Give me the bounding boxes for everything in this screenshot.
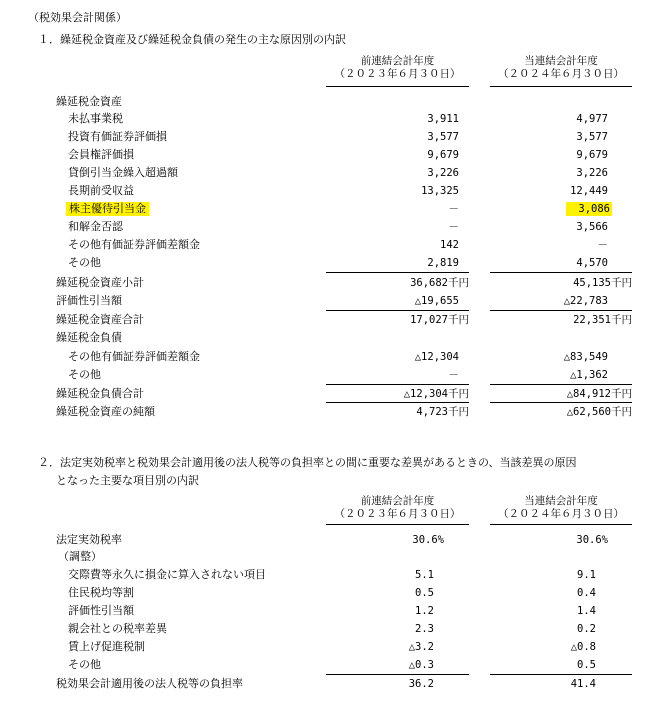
s2-total-rule-prev — [326, 674, 469, 675]
s2-row-label: 評価性引当額 — [68, 604, 134, 617]
s2-prev-header — [326, 495, 469, 521]
s1-row-prev-value: 9,679 — [427, 149, 459, 161]
s1-row-prev-value: － — [448, 369, 459, 381]
s1-row-prev-value: △19,655 — [414, 295, 459, 307]
s1-row-label: 繰延税金資産小計 — [56, 276, 144, 289]
s1-row-label: 評価性引当額 — [56, 294, 122, 307]
s1-row-prev-value: 142 — [440, 239, 459, 251]
s1-row-label: その他 — [68, 368, 101, 381]
s1-row-curr-value: 4,570 — [576, 257, 608, 269]
s2-row-prev-value: △0.3 — [408, 659, 434, 671]
s2-row-label: 住民税均等割 — [68, 586, 134, 599]
s1-row-label: 貸倒引当金繰入超過額 — [68, 166, 178, 179]
s1-total-rule-prev — [326, 310, 469, 311]
s1-row-curr-value: － — [597, 239, 608, 251]
s1-prev-header-line2: （２０２３年６月３０日） — [334, 68, 461, 80]
s2-curr-header-rule — [490, 524, 632, 525]
s1-row-label: 未払事業税 — [68, 112, 123, 125]
s1-row-label: その他有価証券評価差額金 — [68, 238, 200, 251]
s2-row-prev-value: 30.6% — [412, 534, 444, 546]
s1-row-curr-value: 3,226 — [576, 167, 608, 179]
s1-curr-header — [490, 55, 632, 81]
s2-row-curr-value: 41.4 — [570, 678, 596, 690]
s1-total-rule-curr — [490, 310, 632, 311]
s2-row-curr-value: 0.2 — [577, 623, 596, 635]
s2-row-prev-value: 2.3 — [415, 623, 434, 635]
s1-row-label-highlighted: 株主優待引当金 — [66, 202, 149, 216]
s1-prev-header — [326, 55, 469, 81]
s1-row-prev-value: 3,911 — [427, 113, 459, 125]
s1-row-label: 繰延税金資産の純額 — [56, 405, 155, 418]
s1-row-prev-value: 3,577 — [427, 131, 459, 143]
s1-net-rule-curr — [490, 402, 632, 403]
s1-row-curr-value: 22,351千円 — [573, 314, 632, 326]
s1-row-label: 和解金否認 — [68, 220, 123, 233]
s1-subtotal-rule-curr — [490, 272, 632, 273]
s1-row-prev-value: △12,304 — [414, 351, 459, 363]
s2-row-label: 法定実効税率 — [56, 533, 122, 546]
s1-row-label: 繰延税金資産 — [56, 95, 122, 108]
s2-curr-header-line2: （２０２４年６月３０日） — [498, 508, 624, 520]
s1-row-curr-value: △83,549 — [563, 351, 608, 363]
s1-row-label: 繰延税金負債合計 — [56, 387, 144, 400]
s2-row-label: 税効果会計適用後の法人税等の負担率 — [56, 677, 243, 690]
s2-row-curr-value: 30.6% — [576, 534, 608, 546]
s2-row-prev-value: 5.1 — [415, 569, 434, 581]
s1-liab-total-rule-prev — [326, 384, 469, 385]
s2-row-label: 賃上げ促進税制 — [68, 640, 145, 653]
s2-prev-header-rule — [326, 524, 469, 525]
s1-row-prev-value: 4,723千円 — [416, 406, 469, 418]
s2-row-curr-value: △0.8 — [570, 641, 596, 653]
s2-prev-header-line1: 前連結会計年度 — [360, 495, 435, 507]
s1-curr-header-line1: 当連結会計年度 — [524, 55, 598, 67]
s1-row-prev-value: 13,325 — [421, 185, 459, 197]
s1-prev-header-line1: 前連結会計年度 — [360, 55, 435, 67]
s2-prev-header-line2: （２０２３年６月３０日） — [334, 508, 461, 520]
s2-row-curr-value: 9.1 — [577, 569, 596, 581]
s1-row-label: 会員権評価損 — [68, 148, 134, 161]
s1-row-prev-value: 3,226 — [427, 167, 459, 179]
section1-title: １．繰延税金資産及び繰延税金負債の発生の主な原因別の内訳 — [38, 33, 346, 46]
s1-row-prev-value: 2,819 — [427, 257, 459, 269]
s1-row-label: その他 — [68, 256, 101, 269]
s1-row-label: 長期前受収益 — [68, 184, 134, 197]
s1-row-curr-value: 3,566 — [576, 221, 608, 233]
s1-row-curr-value: △1,362 — [570, 369, 608, 381]
section-heading: （税効果会計関係） — [28, 11, 127, 24]
s2-row-curr-value: 1.4 — [577, 605, 596, 617]
s2-curr-header-line1: 当連結会計年度 — [524, 495, 598, 507]
s1-row-prev-value: 36,682千円 — [410, 277, 469, 289]
s1-net-rule-prev — [326, 402, 469, 403]
s2-row-label: 親会社との税率差異 — [68, 622, 167, 635]
s2-row-prev-value: △3.2 — [408, 641, 434, 653]
s1-row-curr-value: 3,577 — [576, 131, 608, 143]
s1-row-curr-value-highlighted: 3,086 — [566, 202, 612, 216]
s1-row-label: 投資有価証券評価損 — [68, 130, 167, 143]
s2-row-label: その他 — [68, 658, 101, 671]
section2-title-line1: ２．法定実効税率と税効果会計適用後の法人税等の負担率との間に重要な差異があるときの、当該差異の原因 — [38, 456, 577, 469]
s1-row-curr-value: △84,912千円 — [566, 388, 632, 400]
s1-row-curr-value: 9,679 — [576, 149, 608, 161]
s1-row-curr-value: 12,449 — [570, 185, 608, 197]
s2-total-rule-curr — [490, 674, 632, 675]
s1-subtotal-rule-prev — [326, 272, 469, 273]
s1-curr-header-line2: （２０２４年６月３０日） — [498, 68, 624, 80]
s2-row-label: 交際費等永久に損金に算入されない項目 — [68, 568, 266, 581]
s1-prev-header-rule — [326, 86, 469, 87]
s2-row-prev-value: 36.2 — [408, 678, 434, 690]
s1-liab-total-rule-curr — [490, 384, 632, 385]
s1-row-prev-value: △12,304千円 — [403, 388, 469, 400]
s1-row-curr-value: 4,977 — [576, 113, 608, 125]
s1-row-label: その他有価証券評価差額金 — [68, 350, 200, 363]
s2-row-curr-value: 0.5 — [577, 659, 596, 671]
section2-title-line2: となった主要な項目別の内訳 — [56, 474, 199, 487]
s1-row-curr-value: 45,135千円 — [573, 277, 632, 289]
s2-row-label: （調整） — [58, 550, 102, 563]
s1-row-prev-value: 17,027千円 — [410, 314, 469, 326]
s2-curr-header — [490, 495, 632, 521]
s1-row-prev-value: － — [448, 221, 459, 233]
s1-row-label: 繰延税金負債 — [56, 331, 122, 344]
s2-row-prev-value: 0.5 — [415, 587, 434, 599]
s1-row-label: 繰延税金資産合計 — [56, 313, 144, 326]
s1-row-prev-value: － — [448, 203, 459, 215]
s1-curr-header-rule — [490, 86, 632, 87]
s1-row-curr-value: △22,783 — [563, 295, 608, 307]
s2-row-prev-value: 1.2 — [415, 605, 434, 617]
s2-row-curr-value: 0.4 — [577, 587, 596, 599]
s1-row-curr-value: △62,560千円 — [566, 406, 632, 418]
